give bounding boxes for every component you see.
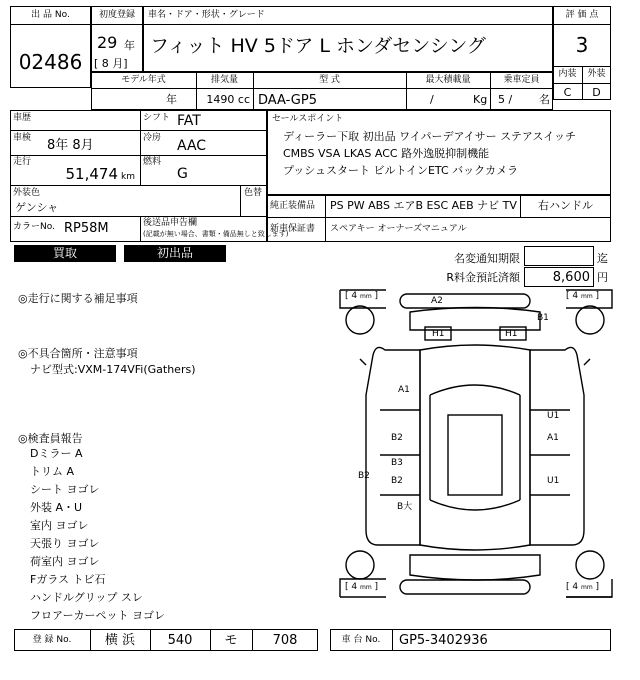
first-reg-year-unit: 年 <box>124 39 135 52</box>
lot-label: 出 品 No. <box>31 10 70 20</box>
inspector-line: Dミラー A <box>30 447 83 460</box>
fuel-label: 燃料 <box>143 157 162 167</box>
tire-rear-left: [ 4 mm ] <box>345 582 379 592</box>
inspection-value: 8年 8月 <box>47 138 94 153</box>
displacement-value: 1490 cc <box>206 93 250 106</box>
reg-place: 横 浜 <box>104 633 136 648</box>
inspector-title: ◎検査員報告 <box>18 432 83 445</box>
damage-mark-b2-lower: B2 <box>391 476 403 486</box>
inspector-line: Fガラス トビ石 <box>30 573 106 586</box>
type-label: 型 式 <box>319 75 340 85</box>
score-value: 3 <box>575 33 589 57</box>
damage-mark-h1-right: H1 <box>505 329 518 339</box>
sales-points-label: セールスポイント <box>272 114 344 124</box>
damage-mark-a1-right: A1 <box>547 433 559 443</box>
chassis-number: GP5-3402936 <box>399 633 488 648</box>
capacity-unit: 名 <box>539 93 550 106</box>
interior-grade: C <box>563 86 572 99</box>
sales-point-line: ディーラー下取 初出品 ワイパーデアイサー ステアスイッチ <box>283 130 576 143</box>
exterior-color-label: 外装色 <box>13 188 41 198</box>
interior-label: 内装 <box>558 69 577 79</box>
damage-mark-h1-left: H1 <box>432 329 445 339</box>
defect-line: ナビ型式:VXM-174VFi(Gathers) <box>30 363 196 376</box>
mileage-unit: km <box>121 172 135 182</box>
genuine-label: 純正装備品 <box>270 201 316 211</box>
exterior-grade: D <box>592 86 601 99</box>
damage-mark-b1: B1 <box>537 313 549 323</box>
exterior-label: 外装 <box>587 69 606 79</box>
inspector-line: シート ヨゴレ <box>30 483 100 496</box>
inspector-line: ハンドルグリップ スレ <box>30 591 143 604</box>
warranty-label: 新車保証書 <box>270 224 316 234</box>
damage-mark-u1-top: U1 <box>547 411 560 421</box>
displacement-label: 排気量 <box>210 75 238 85</box>
inspection-label: 車検 <box>13 133 32 143</box>
chassis-label: 車 台 No. <box>341 635 381 645</box>
damage-mark-a1-left: A1 <box>398 385 410 395</box>
fuel-value: G <box>177 166 188 182</box>
damage-mark-b-large: B大 <box>397 502 413 512</box>
shift-value: FAT <box>177 113 201 129</box>
first-reg-label: 初度登録 <box>98 10 135 20</box>
capacity-label: 乗車定員 <box>503 75 540 85</box>
exterior-color-value: ゲンシャ <box>15 201 59 214</box>
name-change-label: 名変通知期限 <box>454 252 520 265</box>
color-no-value: RP58M <box>64 221 109 236</box>
history-label: 車歴 <box>13 113 32 123</box>
max-load-label: 最大積載量 <box>425 75 471 85</box>
buy-badge: 買取 <box>14 245 116 262</box>
inspector-line: 荷室内 ヨゴレ <box>30 555 100 568</box>
reg-kana: モ <box>224 633 238 648</box>
reg-class: 540 <box>167 633 193 648</box>
reg-number: 708 <box>272 633 298 648</box>
car-name: フィット HV 5ドア L ホンダセンシング <box>150 35 486 57</box>
first-reg-year: 29 <box>97 33 118 52</box>
car-name-label: 車名・ドア・形状・グレード <box>148 10 265 20</box>
damage-mark-b3: B3 <box>391 458 403 468</box>
lot-number: 02486 <box>18 50 83 74</box>
defect-notes-title: ◎不具合箇所・注意事項 <box>18 347 138 360</box>
driving-notes-title: ◎走行に関する補足事項 <box>18 292 138 305</box>
damage-mark-u1-bottom: U1 <box>547 476 560 486</box>
model-year-unit: 年 <box>166 93 177 106</box>
inspector-line: 外装 A・U <box>30 501 83 514</box>
reg-label: 登 録 No. <box>32 635 72 645</box>
recycle-unit: 円 <box>597 271 608 284</box>
recycle-label: R料金預託済額 <box>446 271 520 284</box>
color-no-label: カラーNo. <box>13 222 55 232</box>
type-value: DAA-GP5 <box>258 93 317 108</box>
shift-label: シフト <box>143 113 171 123</box>
postreg-label: 後送品申告欄 <box>143 218 198 228</box>
first-listing-badge: 初出品 <box>124 245 226 262</box>
mileage-label: 走行 <box>13 157 32 167</box>
tire-front-right: [ 4 mm ] <box>566 291 600 301</box>
ac-label: 冷房 <box>143 133 162 143</box>
max-load-value: / <box>430 93 434 106</box>
sales-point-line: プッシュスタート ビルトインETC バックカメラ <box>283 164 519 177</box>
handle-value: 右ハンドル <box>538 199 593 212</box>
sales-point-line: CMBS VSA LKAS ACC 路外逸脱抑制機能 <box>283 147 490 160</box>
mileage-value: 51,474 <box>65 165 118 183</box>
postreg-note: (記載が無い場合、書類・備品無しと致します) <box>143 230 289 238</box>
recycle-value: 8,600 <box>552 270 590 285</box>
damage-mark-b2-upper: B2 <box>391 433 403 443</box>
capacity-value: 5 / <box>498 93 513 106</box>
name-change-unit: 迄 <box>597 252 608 265</box>
inspector-line: 天張り ヨゴレ <box>30 537 100 550</box>
score-label: 評 価 点 <box>565 10 599 20</box>
inspector-line: 室内 ヨゴレ <box>30 519 89 532</box>
damage-mark-b2-left: B2 <box>358 471 370 481</box>
model-year-label: モデル年式 <box>121 75 166 85</box>
max-load-unit: Kg <box>473 93 488 106</box>
first-reg-month: [ 8 月] <box>94 57 128 70</box>
warranty-value: スペアキー オーナーズマニュアル <box>330 224 467 234</box>
ac-value: AAC <box>177 138 207 154</box>
inspector-line: トリム A <box>30 465 75 478</box>
tire-rear-right: [ 4 mm ] <box>566 582 600 592</box>
damage-mark-a2: A2 <box>431 296 443 306</box>
color-change-label: 色替 <box>244 188 263 198</box>
tire-front-left: [ 4 mm ] <box>345 291 379 301</box>
inspector-line: フロアーカーペット ヨゴレ <box>30 609 165 622</box>
genuine-value: PS PW ABS エアB ESC AEB ナビ TV <box>330 199 517 212</box>
